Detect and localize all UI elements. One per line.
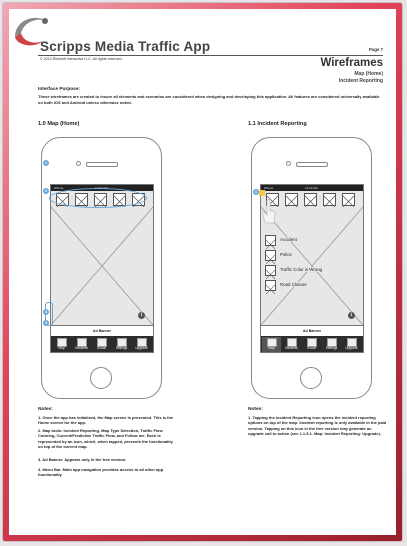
ad-banner[interactable]: Ad Banner — [51, 325, 153, 337]
right-wireframe-title: 1.1 Incident Reporting — [248, 121, 307, 127]
speaker-grille — [86, 162, 118, 167]
status-carrier: iPhone — [54, 186, 64, 190]
left-phone-mockup — [41, 137, 162, 399]
tap-finger-icon — [262, 199, 276, 225]
map-home-screen — [50, 184, 154, 353]
menu-item-social[interactable] — [302, 337, 321, 352]
left-note-2: 2. Map tools: Incident Reporting, Map Type Selection, Traffic Flow Coloring, Current/Predictive Traffic Flow, and Follow me. Each is represented by an icon, which, when tapped, presents the functionality on top of the current map. — [38, 428, 173, 449]
police-icon — [265, 250, 276, 261]
callout-badge: 4 — [44, 320, 48, 325]
menu-item-incidents[interactable] — [72, 337, 91, 352]
menu-label: Incidents — [75, 346, 88, 350]
menu-item-map[interactable] — [52, 337, 71, 352]
purpose-heading: Interface Purpose: — [38, 87, 81, 92]
ad-banner[interactable]: Ad Banner — [261, 325, 363, 337]
section-title: Wireframes — [320, 57, 383, 69]
menu-label: Upgrade — [345, 346, 358, 350]
document-page — [9, 9, 396, 535]
map-tools-row — [264, 193, 360, 206]
menu-label: Map — [268, 346, 275, 350]
traffic-flow-tool-icon[interactable] — [323, 193, 336, 206]
incident-option-label: Traffic Color is Wrong — [280, 267, 323, 272]
left-note-4: 4. Menu Bar. Main app navigation provides access to all other app functionality. — [38, 467, 164, 478]
road-closure-icon — [265, 280, 276, 291]
speaker-grille — [296, 162, 328, 167]
right-note-1: 1. Tapping the Incident Reporting icon opens the incident reporting options on top of the map. Incident reporting is only available in the paid version. Tapping on this icon in the free version may generate an upgrade call to action (see 1.1.5.1. Map: Incident Reporting: Upgrade). — [248, 415, 387, 436]
camera-icon — [76, 161, 81, 166]
app-title: Scripps Media Traffic App — [40, 39, 211, 54]
home-button[interactable] — [90, 367, 112, 389]
menu-label: Settings — [325, 346, 338, 350]
header-divider — [38, 55, 383, 56]
camera-icon — [286, 161, 291, 166]
incident-option-label: Road Closure — [280, 282, 307, 287]
left-notes-heading: Notes: — [38, 407, 53, 412]
follow-me-tool-icon[interactable] — [342, 193, 355, 206]
info-icon[interactable]: i — [348, 312, 355, 319]
subtitle-map-home: Map (Home) — [354, 71, 383, 77]
menu-label: Social — [97, 346, 106, 350]
menu-item-map[interactable] — [262, 337, 281, 352]
callout-badge: 1 — [44, 160, 48, 165]
menu-item-upgrade[interactable] — [342, 337, 361, 352]
menu-label: Upgrade — [135, 346, 148, 350]
copyright-text: © 2013 Redshift Interactive LLC. All rights reserved. — [40, 57, 123, 61]
callout-badge: 3 — [44, 309, 48, 314]
incident-option-label: Accident — [280, 237, 297, 242]
purpose-text: These wireframes are created to insure all elements and scenarios are considered when designing and developing this application. All features are considered universally available on both iOS and Android unless otherwise noted. — [38, 94, 380, 105]
left-note-3: 3. Ad Banner. Appears only in the free version. — [38, 457, 127, 462]
right-phone-mockup — [251, 137, 372, 399]
menu-label: Map — [58, 346, 65, 350]
status-carrier: iPhone — [264, 186, 274, 190]
traffic-coloring-tool-icon[interactable] — [304, 193, 317, 206]
left-wireframe-title: 1.0 Map (Home) — [38, 121, 80, 127]
menu-label: Social — [307, 346, 316, 350]
tap-highlight — [259, 190, 265, 196]
menu-bar — [261, 336, 363, 352]
callout-badge: 2 — [44, 188, 48, 193]
menu-label: Settings — [115, 346, 128, 350]
subtitle-incident-reporting: Incident Reporting — [338, 78, 383, 84]
menu-item-upgrade[interactable] — [132, 337, 151, 352]
menu-bar — [51, 336, 153, 352]
map-tools-highlight — [49, 188, 147, 208]
home-button[interactable] — [300, 367, 322, 389]
map-type-tool-icon[interactable] — [285, 193, 298, 206]
menu-item-incidents[interactable] — [282, 337, 301, 352]
menu-label: Incidents — [285, 346, 298, 350]
page-number: Page 7 — [368, 47, 383, 52]
status-time: 12:34 AM — [95, 186, 108, 190]
menu-item-settings[interactable] — [322, 337, 341, 352]
accident-icon — [265, 235, 276, 246]
callout-badge: 1 — [254, 189, 258, 194]
right-notes-heading: Notes: — [248, 407, 263, 412]
incident-option-label: Police — [280, 252, 292, 257]
status-bar — [261, 185, 363, 191]
traffic-color-icon — [265, 265, 276, 276]
info-icon[interactable]: i — [138, 312, 145, 319]
menu-item-settings[interactable] — [112, 337, 131, 352]
menu-item-social[interactable] — [92, 337, 111, 352]
left-note-1: 1. Once the app has initialized, the Map screen is presented. This is the Home screen for the app. — [38, 415, 174, 426]
status-time: 12:34 AM — [305, 186, 318, 190]
